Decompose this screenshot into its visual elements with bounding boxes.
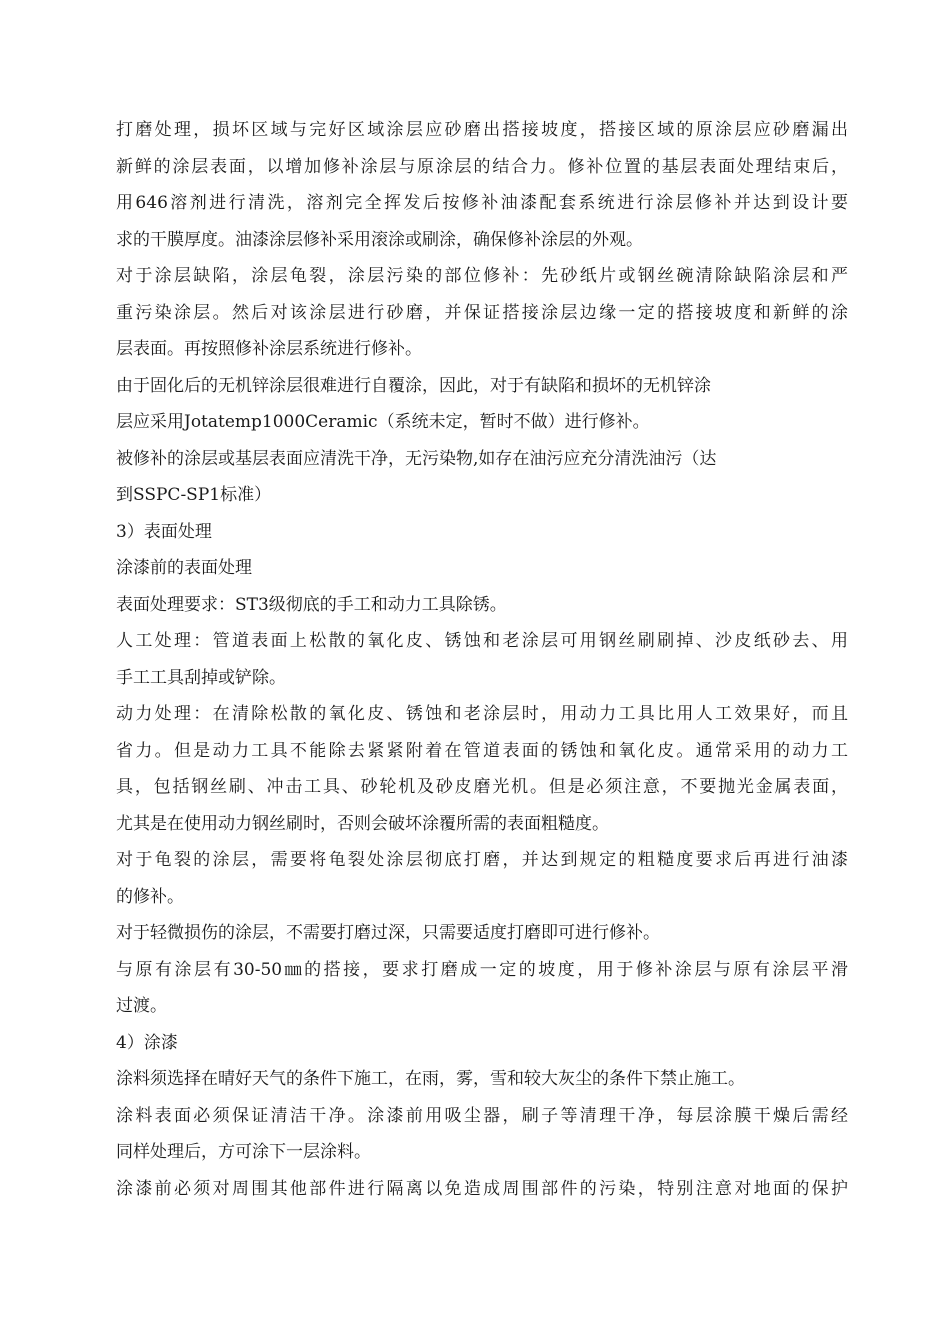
text-line: 新鲜的涂层表面，以增加修补涂层与原涂层的结合力。修补位置的基层表面处理结束后，	[116, 156, 848, 177]
text-line: 被修补的涂层或基层表面应清洗干净，无污染物,如存在油污应充分清洗油污（达	[116, 448, 717, 469]
text-line: 对于龟裂的涂层，需要将龟裂处涂层彻底打磨，并达到规定的粗糙度要求后再进行油漆	[116, 850, 848, 870]
text-line: 涂漆前的表面处理	[116, 558, 252, 578]
text-line: 省力。但是动力工具不能除去紧紧附着在管道表面的锈蚀和氧化皮。通常采用的动力工	[116, 740, 848, 761]
text-line: 层应采用Jotatemp1000Ceramic（系统未定，暂时不做）进行修补。	[116, 412, 650, 432]
text-line: 对于轻微损伤的涂层，不需要打磨过深，只需要适度打磨即可进行修补。	[116, 923, 660, 943]
text-line: 手工工具刮掉或铲除。	[116, 667, 286, 688]
text-line: 到SSPC-SP1标准）	[116, 485, 272, 505]
document-body	[116, 112, 848, 1207]
text-line: 打磨处理，损坏区域与完好区域涂层应砂磨出搭接坡度，搭接区域的原涂层应砂磨漏出	[116, 120, 848, 140]
text-line: 表面处理要求：ST3级彻底的手工和动力工具除锈。	[116, 594, 507, 615]
text-line: 尤其是在使用动力钢丝刷时，否则会破坏涂覆所需的表面粗糙度。	[116, 813, 609, 834]
text-line: 求的干膜厚度。油漆涂层修补采用滚涂或刷涂，确保修补涂层的外观。	[116, 229, 643, 250]
text-line: 涂漆前必须对周围其他部件进行隔离以免造成周围部件的污染，特别注意对地面的保护	[116, 1178, 848, 1199]
text-line: 重污染涂层。然后对该涂层进行砂磨，并保证搭接涂层边缘一定的搭接坡度和新鲜的涂	[116, 302, 848, 323]
text-line: 具，包括钢丝刷、冲击工具、砂轮机及砂皮磨光机。但是必须注意，不要抛光金属表面，	[116, 777, 848, 797]
text-line: 涂料须选择在晴好天气的条件下施工，在雨，雾，雪和较大灰尘的条件下禁止施工。	[116, 1069, 745, 1089]
text-line: 层表面。再按照修补涂层系统进行修补。	[116, 339, 422, 359]
text-line: 与原有涂层有30-50㎜的搭接，要求打磨成一定的坡度，用于修补涂层与原有涂层平滑	[116, 959, 848, 980]
text-line: 同样处理后，方可涂下一层涂料。	[116, 1142, 371, 1162]
text-line: 对于涂层缺陷，涂层龟裂，涂层污染的部位修补：先砂纸片或钢丝碗清除缺陷涂层和严	[116, 266, 848, 286]
text-line: 过渡。	[116, 996, 167, 1016]
text-line: 由于固化后的无机锌涂层很难进行自覆涂，因此，对于有缺陷和损坏的无机锌涂	[116, 375, 711, 396]
text-line: 涂料表面必须保证清洁干净。涂漆前用吸尘器，刷子等清理干净，每层涂膜干燥后需经	[116, 1105, 848, 1126]
text-line: 动力处理：在清除松散的氧化皮、锈蚀和老涂层时，用动力工具比用人工效果好，而且	[116, 704, 848, 724]
section-heading: 4）涂漆	[116, 1032, 178, 1053]
text-line: 的修补。	[116, 886, 184, 907]
text-line: 用646溶剂进行清洗，溶剂完全挥发后按修补油漆配套系统进行涂层修补并达到设计要	[116, 193, 848, 213]
section-heading: 3）表面处理	[116, 521, 212, 542]
text-line: 人工处理：管道表面上松散的氧化皮、锈蚀和老涂层可用钢丝刷刷掉、沙皮纸砂去、用	[116, 631, 848, 651]
